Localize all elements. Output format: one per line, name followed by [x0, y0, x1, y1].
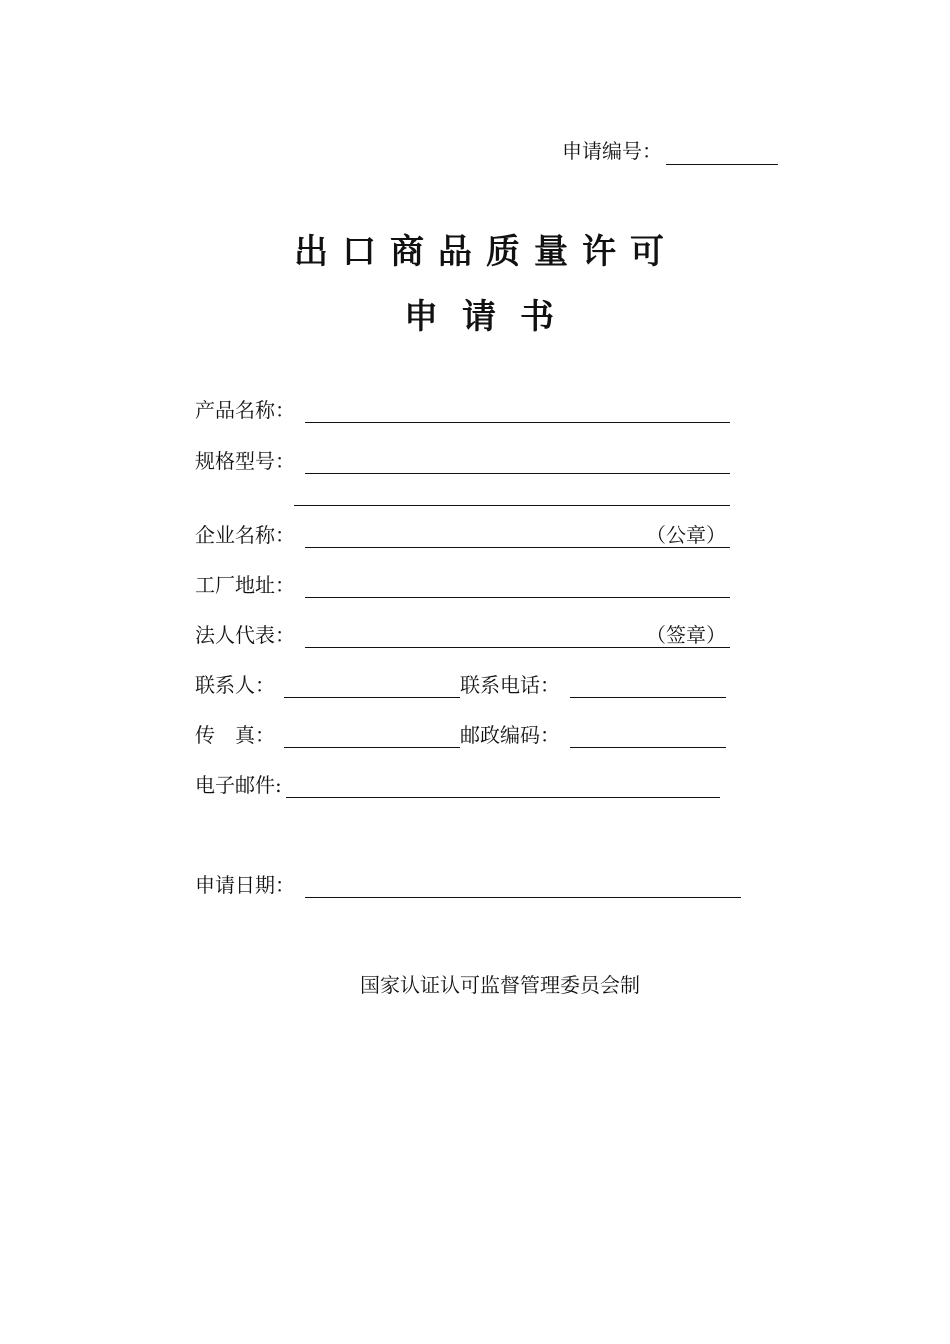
fax-label: 传 真： — [195, 723, 275, 747]
contact-person-label: 联系人： — [195, 673, 275, 697]
email-row — [195, 772, 720, 798]
company-name-field[interactable] — [305, 523, 730, 548]
company-name-row — [195, 522, 730, 548]
postal-code-field[interactable] — [570, 723, 726, 748]
spec-model-row — [195, 448, 730, 474]
legal-rep-label: 法人代表： — [195, 623, 295, 647]
form-title-line1: 出口商品质量许可 — [294, 232, 678, 272]
company-seal-note: （公章） — [646, 523, 726, 547]
contact-phone-label: 联系电话： — [460, 673, 560, 697]
application-number-label: 申请编号： — [562, 139, 662, 163]
contact-person-field[interactable] — [284, 673, 460, 698]
contact-row — [195, 672, 726, 698]
factory-address-label: 工厂地址： — [195, 573, 295, 597]
product-name-field[interactable] — [305, 398, 730, 423]
application-date-field[interactable] — [305, 873, 741, 898]
issuing-authority: 国家认证认可监督管理委员会制 — [360, 973, 640, 997]
application-number-field[interactable] — [666, 142, 778, 165]
factory-address-row — [195, 572, 730, 598]
fax-field[interactable] — [284, 723, 460, 748]
application-date-label: 申请日期： — [195, 873, 295, 897]
fax-postal-row — [195, 722, 726, 748]
email-field[interactable] — [286, 773, 720, 798]
legal-rep-row — [195, 622, 730, 648]
product-name-label: 产品名称： — [195, 398, 295, 422]
application-number-row — [562, 137, 778, 165]
spec-model-field[interactable] — [305, 449, 730, 474]
legal-rep-field[interactable] — [305, 623, 730, 648]
product-name-row — [195, 397, 730, 423]
form-title-line2: 申请书 — [404, 297, 578, 337]
company-name-label: 企业名称： — [195, 523, 295, 547]
factory-address-field[interactable] — [305, 573, 730, 598]
email-label: 电子邮件: — [195, 773, 282, 797]
postal-code-label: 邮政编码： — [460, 723, 560, 747]
contact-phone-field[interactable] — [570, 673, 726, 698]
spec-model-label: 规格型号： — [195, 449, 295, 473]
spec-model-continuation-line[interactable] — [294, 505, 730, 506]
signature-note: （签章） — [646, 623, 726, 647]
application-date-row — [195, 872, 741, 898]
